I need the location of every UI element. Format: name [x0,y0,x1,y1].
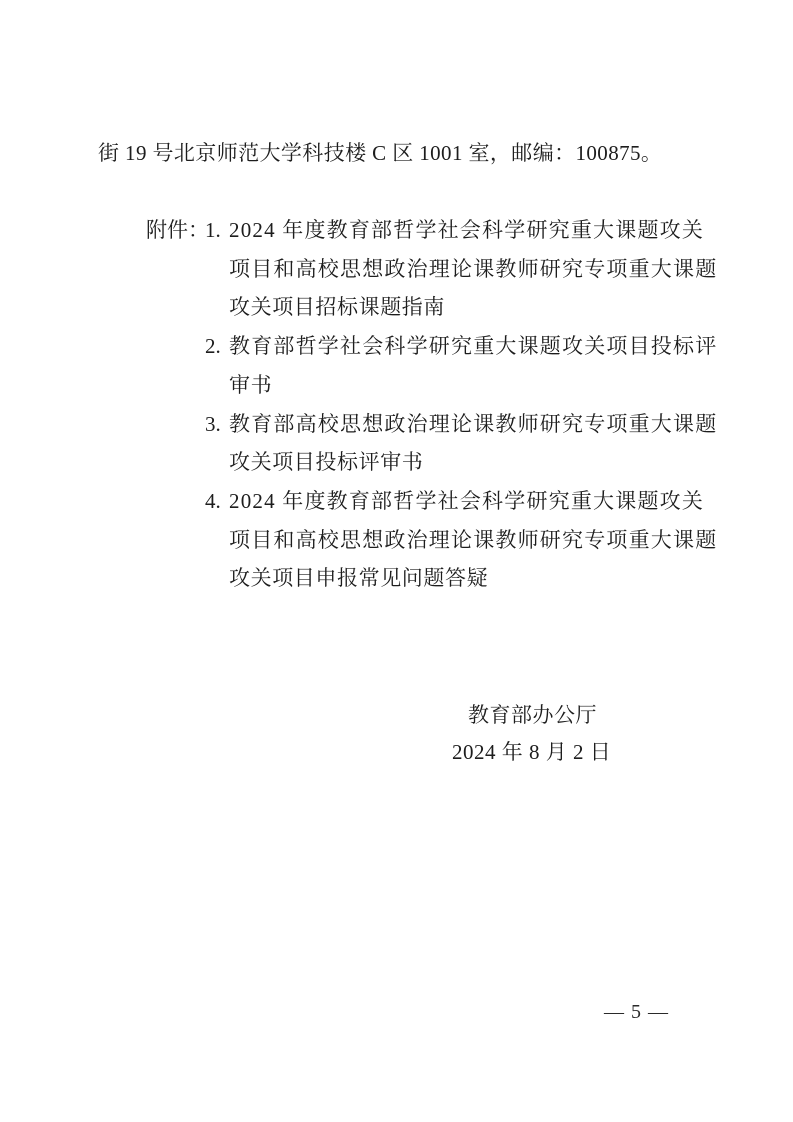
attachment-item-line: 项目和高校思想政治理论课教师研究专项重大课题 [229,256,718,281]
attachment-item [205,482,717,598]
attachment-item-line [205,211,717,250]
contact-address-line: 街 19 号北京师范大学科技楼 C 区 1001 室，邮编：100875。 [98,141,663,165]
attachment-item-line [205,405,717,444]
attachment-item-number: 2. [205,334,221,359]
attachment-item-line: 攻关项目投标评审书 [229,450,424,475]
attachment-item-text: 教育部哲学社会科学研究重大课题攻关项目投标评 [229,334,718,359]
signature-organization: 教育部办公厅 [468,703,597,727]
attachment-list [205,211,717,598]
attachment-item-line: 攻关项目申报常见问题答疑 [229,566,489,591]
page-number: — 5 — [604,1001,669,1023]
attachment-item [205,327,717,404]
attachment-item-number: 1. [205,218,221,242]
attachment-section [146,211,717,598]
attachment-item-number: 4. [205,488,221,513]
attachment-item-line: 攻关项目招标课题指南 [229,295,445,320]
attachment-item-line: 审书 [229,372,273,397]
attachment-item-line [205,327,717,366]
attachment-item-text: 2024 年度教育部哲学社会科学研究重大课题攻关 [229,218,705,242]
attachment-item-number: 3. [205,411,221,436]
attachment-item [205,405,717,482]
attachment-label: 附件： [146,218,209,242]
attachment-item-line: 项目和高校思想政治理论课教师研究专项重大课题 [229,527,718,552]
attachment-item-line [205,482,717,521]
attachment-item [205,211,717,327]
signature-date: 2024 年 8 月 2 日 [452,740,612,764]
attachment-item-text: 教育部高校思想政治理论课教师研究专项重大课题 [229,411,718,436]
attachment-item-text: 2024 年度教育部哲学社会科学研究重大课题攻关 [229,488,705,513]
